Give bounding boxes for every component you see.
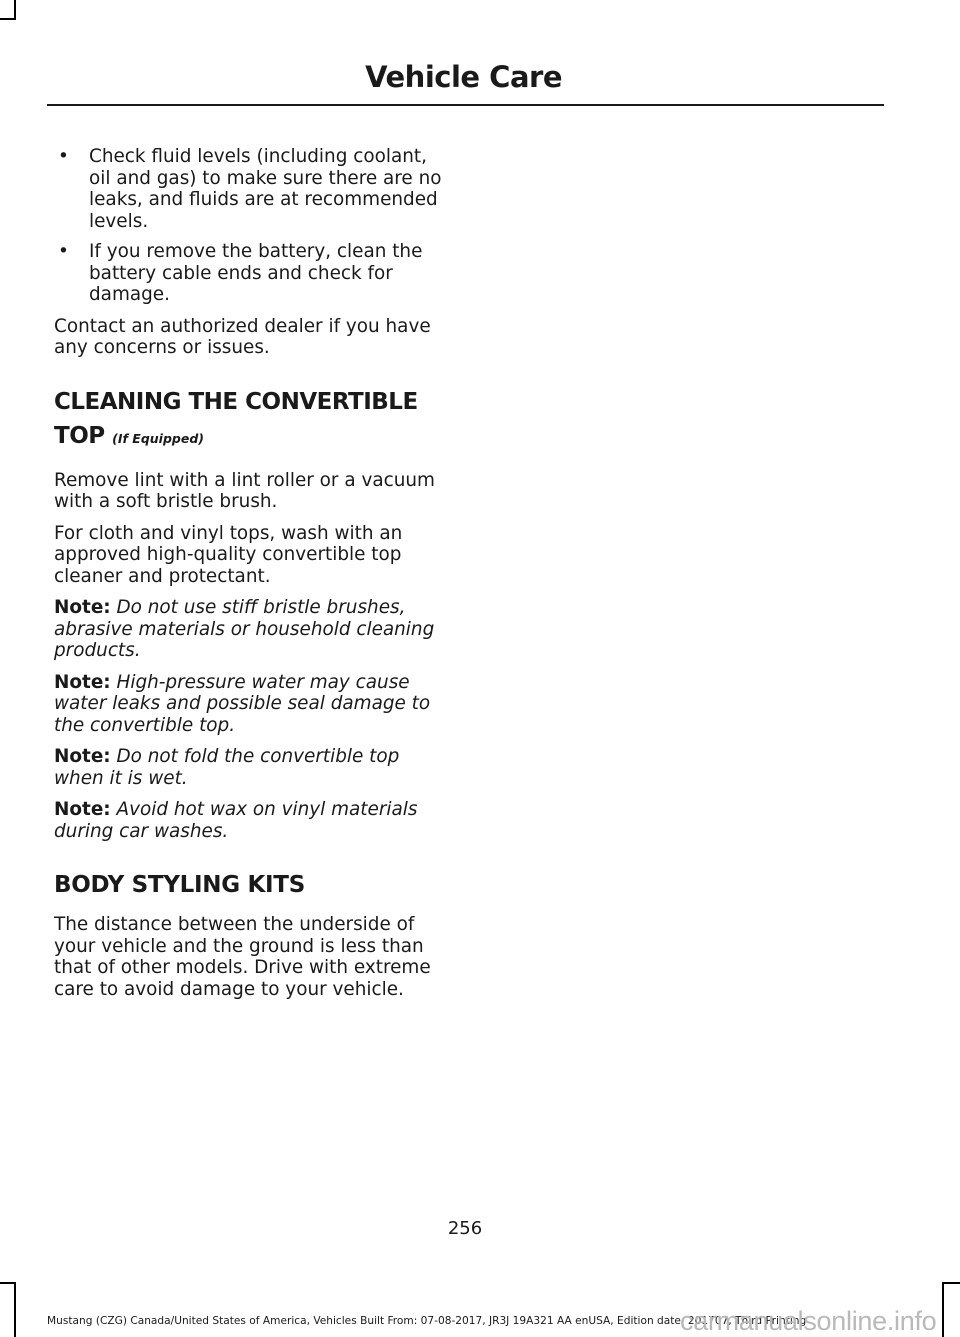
content-column <box>54 146 452 1010</box>
note-text: Do not fold the convertible top when it is wet. <box>54 746 400 789</box>
crop-mark <box>942 1282 960 1284</box>
bullet-icon: • <box>58 146 69 167</box>
note-text: High-pressure water may cause water leaks and possible seal damage to the convertible top. <box>54 671 431 736</box>
header-divider <box>47 104 884 106</box>
watermark: carmanualsonline.info <box>680 1306 937 1336</box>
list-item-text: If you remove the battery, clean the battery cable ends and check for damage. <box>89 241 423 305</box>
note-label: Note: <box>54 597 111 618</box>
bullet-icon: • <box>58 241 69 262</box>
contact-paragraph: Contact an authorized dealer if you have any concerns or issues. <box>54 315 431 358</box>
note-label: Note: <box>54 671 111 693</box>
note <box>54 799 452 842</box>
section-heading-convertible <box>54 385 452 456</box>
note-text: Do not use stiff bristle brushes, abrasive materials or household cleaning products. <box>54 597 435 661</box>
heading-line: CLEANING THE CONVERTIBLE <box>54 388 418 415</box>
list-item <box>54 146 452 232</box>
note-text: Avoid hot wax on vinyl materials during car washes. <box>54 799 418 842</box>
paragraph: The distance between the underside of your vehicle and the ground is less than that of other models. Drive with extreme care to avoid damage to your vehicle. <box>54 914 431 1000</box>
crop-mark <box>942 1282 944 1337</box>
page-header-title: Vehicle Care <box>365 60 562 94</box>
note-label: Note: <box>54 799 111 820</box>
battery-bullet-list <box>54 146 452 306</box>
crop-mark <box>14 1282 16 1337</box>
if-equipped-tag: (If Equipped) <box>112 430 204 446</box>
note <box>54 746 452 789</box>
crop-mark <box>0 1282 16 1284</box>
page-number: 256 <box>447 1218 483 1239</box>
note <box>54 672 452 737</box>
section-heading-body-kits: BODY STYLING KITS <box>54 872 305 898</box>
paragraph: Remove lint with a lint roller or a vacuum with a soft bristle brush. <box>54 469 435 512</box>
list-item-text: Check fluid levels (including coolant, oil and gas) to make sure there are no leaks, and fluids are at recommended levels. <box>89 146 442 232</box>
crop-mark <box>14 0 16 20</box>
crop-mark <box>0 18 16 20</box>
heading-line: TOP <box>54 422 105 449</box>
note-label: Note: <box>54 746 111 767</box>
note <box>54 597 452 662</box>
list-item <box>54 241 452 306</box>
footer-text: Mustang (CZG) Canada/United States of America, Vehicles Built From: 07-08-2017, JR3J 19A321 AA enUSA, Edition date: 201707, Third Printing <box>47 1315 807 1327</box>
paragraph: For cloth and vinyl tops, wash with an approved high-quality convertible top cleaner and protectant. <box>54 522 403 587</box>
